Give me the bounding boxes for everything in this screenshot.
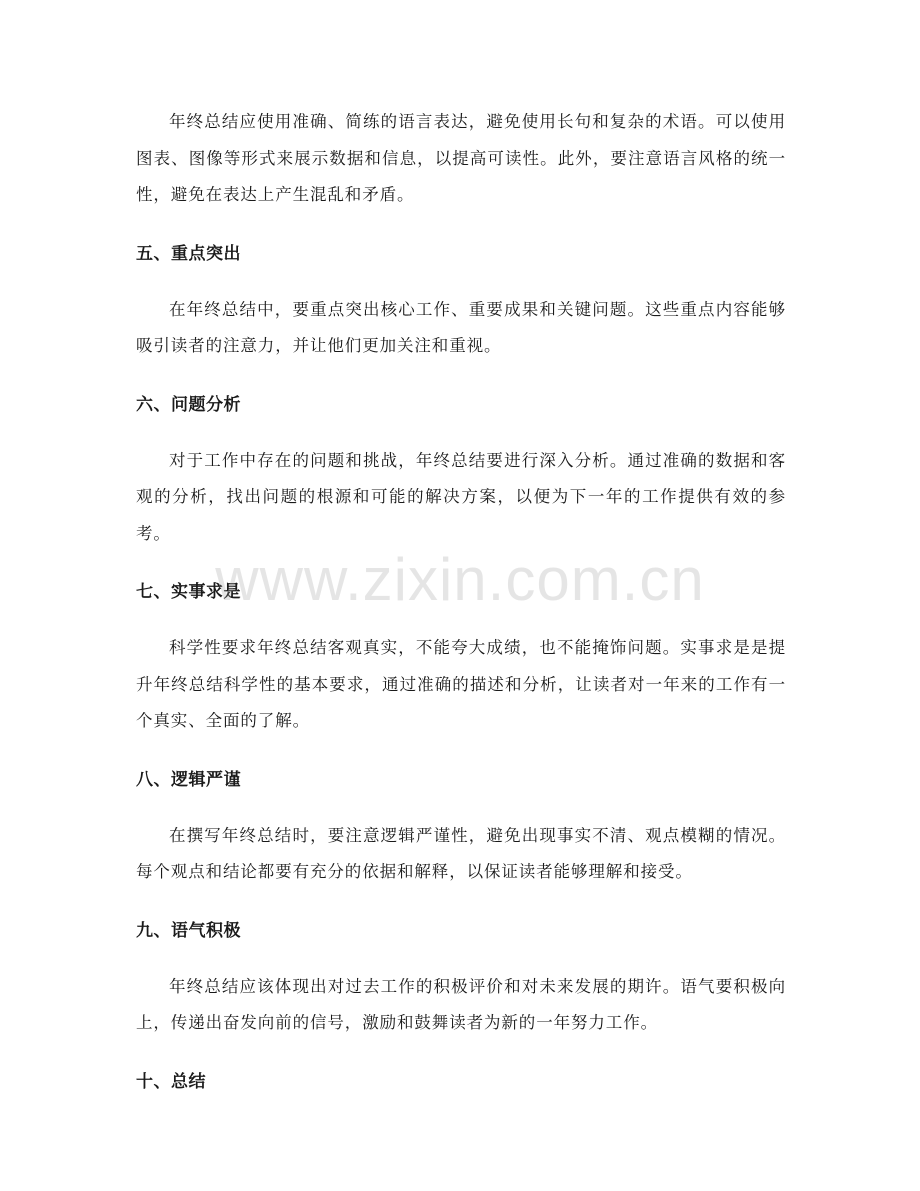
document-content [136,104,786,1100]
section-heading-7: 七、实事求是 [136,582,241,602]
section-heading-5: 五、重点突出 [136,243,241,264]
section-paragraph-5: 在年终总结中，要重点突出核心工作、重要成果和关键问题。这些重点内容能够吸引读者的注意力，并让他们更加关注和重视。 [136,299,786,355]
section-paragraph-7: 科学性要求年终总结客观真实，不能夸大成绩，也不能掩饰问题。实事求是是提升年终总结科学性的基本要求，通过准确的描述和分析，让读者对一年来的工作有一个真实、全面的了解。 [136,638,786,730]
section-heading-8: 八、逻辑严谨 [136,769,241,790]
section-paragraph-9: 年终总结应该体现出对过去工作的积极评价和对未来发展的期许。语气要积极向上，传递出奋发向前的信号，激励和鼓舞读者为新的一年努力工作。 [136,976,786,1032]
section-heading-9: 九、语气积极 [136,920,241,941]
watermark-text: www.zixin.com.cn [215,546,705,613]
section-paragraph-6: 对于工作中存在的问题和挑战，年终总结要进行深入分析。通过准确的数据和客观的分析，找出问题的根源和可能的解决方案，以便为下一年的工作提供有效的参考。 [136,450,786,543]
section-heading-10: 十、总结 [136,1071,206,1092]
section-paragraph-8: 在撰写年终总结时，要注意逻辑严谨性，避免出现事实不清、观点模糊的情况。每个观点和结论都要有充分的依据和解释，以保证读者能够理解和接受。 [136,825,786,881]
section-heading-6: 六、问题分析 [136,394,241,415]
intro-paragraph: 年终总结应使用准确、简练的语言表达，避免使用长句和复杂的术语。可以使用图表、图像等形式来展示数据和信息，以提高可读性。此外，要注意语言风格的统一性，避免在表达上产生混乱和矛盾。 [136,112,786,204]
